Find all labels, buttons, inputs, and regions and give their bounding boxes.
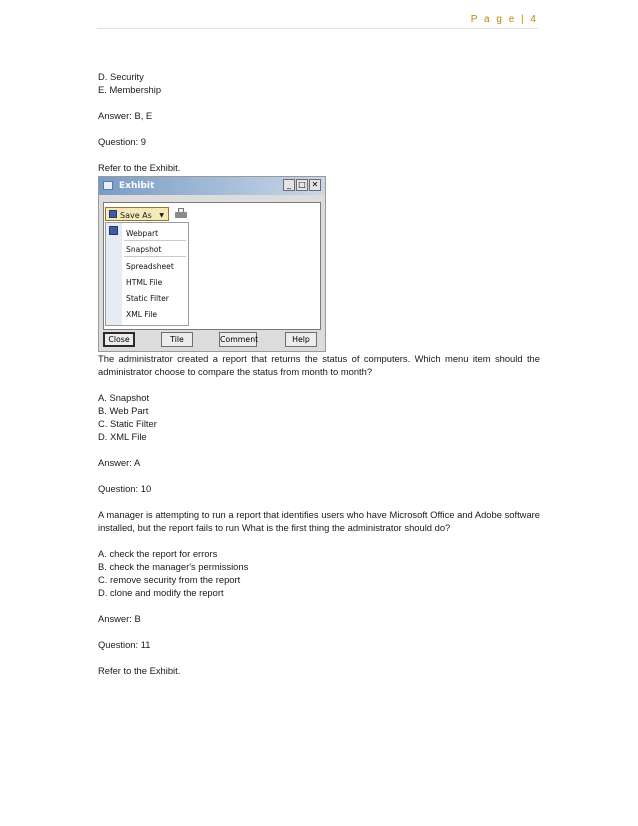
answer-8: Answer: B, E [98,110,153,121]
chevron-down-icon: ▼ [159,212,164,219]
menu-save-icon [109,226,118,235]
save-as-label: Save As [120,211,152,220]
question-9-option-c: C. Static Filter [98,418,157,429]
help-button[interactable]: Help [285,332,317,347]
maximize-button[interactable]: □ [296,179,308,191]
question-9-refer: Refer to the Exhibit. [98,162,181,173]
option-e-membership: E. Membership [98,84,162,95]
question-11-label: Question: 11 [98,639,151,650]
question-9-option-d: D. XML File [98,431,147,442]
save-disk-icon [109,210,117,218]
question-10-answer: Answer: B [98,613,141,624]
exhibit-title: Exhibit [119,181,155,191]
question-10-label: Question: 10 [98,483,152,494]
menu-item-spreadsheet[interactable]: Spreadsheet [126,262,174,271]
question-10-option-c: C. remove security from the report [98,574,241,585]
menu-item-snapshot[interactable]: Snapshot [126,245,162,254]
question-10-option-a: A. check the report for errors [98,548,218,559]
printer-icon[interactable] [175,208,187,218]
menu-icon-strip [106,223,122,325]
tile-button[interactable]: Tile [161,332,193,347]
question-9-option-b: B. Web Part [98,405,149,416]
document-body [98,70,540,677]
page-number-header: P a g e | 4 [470,14,538,25]
question-9-text: The administrator created a report that returns the status of computers. Which menu item should the administrator choose to compare the status from month to month? [98,353,540,377]
question-9-option-a: A. Snapshot [98,392,150,403]
save-as-menu [105,222,189,326]
menu-item-html-file[interactable]: HTML File [126,278,163,287]
question-10-text: A manager is attempting to run a report that identifies users who have Microsoft Office and Adobe software installed, but the report fails to run What is the first thing the administrator should do? [98,509,540,533]
save-as-button[interactable] [105,207,169,221]
exhibit-window [98,176,326,352]
menu-item-static-filter[interactable]: Static Filter [126,294,169,303]
question-9-label: Question: 9 [98,136,146,147]
header-divider [97,28,538,29]
question-10-option-b: B. check the manager's permissions [98,561,249,572]
comment-button[interactable]: Comment [219,332,257,347]
window-app-icon [103,181,113,190]
close-button[interactable]: Close [103,332,135,347]
question-9-answer: Answer: A [98,457,141,468]
close-window-button[interactable]: ✕ [309,179,321,191]
minimize-button[interactable]: _ [283,179,295,191]
question-10-option-d: D. clone and modify the report [98,587,224,598]
exhibit-titlebar [99,177,325,195]
menu-item-xml-file[interactable]: XML File [126,310,158,319]
option-d-security: D. Security [98,71,144,82]
menu-item-webpart[interactable]: Webpart [126,229,159,238]
question-11-refer: Refer to the Exhibit. [98,665,181,676]
